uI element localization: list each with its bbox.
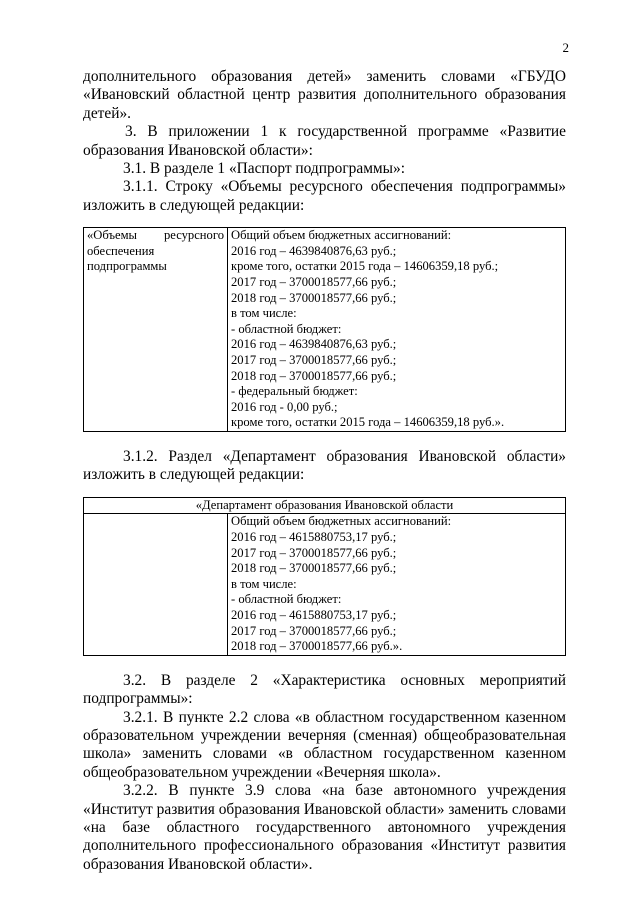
table2-value-line: 2018 год – 3700018577,66 руб.; <box>231 561 397 576</box>
table1-value-line: 2017 год – 3700018577,66 руб.; <box>231 275 397 290</box>
paragraph-item-3-1-2: 3.1.2. Раздел «Департамент образования Ивановской области» изложить в следующей редакции: <box>83 447 566 484</box>
table2-value-line: 2018 год – 3700018577,66 руб.». <box>231 639 403 654</box>
paragraph-item-3-1: 3.1. В разделе 1 «Паспорт подпрограммы»: <box>123 160 405 178</box>
resource-table-2 <box>83 497 566 656</box>
table1-value-line: - областной бюджет: <box>231 321 342 336</box>
table2-value-line: 2016 год – 4615880753,17 руб.; <box>231 529 397 544</box>
paragraph-continuation: дополнительного образования детей» заменить словами «ГБУДО «Ивановский областной центр развития дополнительного образования детей». <box>83 68 566 122</box>
table1-value-line: 2018 год – 3700018577,66 руб.; <box>231 368 397 383</box>
table1-label-line: обеспечения <box>87 243 155 258</box>
table2-value-line: - областной бюджет: <box>231 592 342 607</box>
table2-value-line: 2017 год – 3700018577,66 руб.; <box>231 545 397 560</box>
table-row <box>84 497 566 514</box>
table1-value-line: 2018 год – 3700018577,66 руб.; <box>231 290 397 305</box>
table2-value-line: 2017 год – 3700018577,66 руб.; <box>231 623 397 638</box>
resource-table-1 <box>83 227 566 432</box>
table1-value-line: - федеральный бюджет: <box>231 384 358 399</box>
table1-value-line: кроме того, остатки 2015 года – 14606359,18 руб.». <box>231 415 505 430</box>
table1-value-line: Общий объем бюджетных ассигнований: <box>231 228 452 243</box>
paragraph-item-3: 3. В приложении 1 к государственной программе «Развитие образования Ивановской области»: <box>83 123 566 159</box>
table-row <box>84 228 566 432</box>
table1-value-cell <box>228 228 566 432</box>
table1-label-line: подпрограммы <box>87 259 167 274</box>
table1-label-line: «Объемы ресурсного <box>87 228 224 243</box>
page-number: 2 <box>562 40 569 55</box>
table-row <box>84 514 566 655</box>
table1-label-cell <box>84 228 228 432</box>
paragraph-item-3-2-1: 3.2.1. В пункте 2.2 слова «в областном государственном казенном образовательном учреждении вечерняя (сменная) общеобразовательная школа» заменить словами «в областном государственном казенном общеобразовательном учреждении «Вечерняя школа». <box>83 708 566 781</box>
table1-value-line: 2016 год - 0,00 руб.; <box>231 399 338 414</box>
table2-empty-cell <box>84 514 228 655</box>
table2-value-cell <box>228 514 566 655</box>
document-body <box>83 68 566 874</box>
paragraph-item-3-1-1: 3.1.1. Строку «Объемы ресурсного обеспечения подпрограммы» изложить в следующей редакции: <box>83 178 566 214</box>
paragraph-item-3-2-2: 3.2.2. В пункте 3.9 слова «на базе автономного учреждения «Институт развития образования Ивановской области» заменить словами «на базе областного государственного автономного учреждения дополнительного профессионального образования «Институт развития образования Ивановской области». <box>83 782 566 873</box>
table1-value-line: в том числе: <box>231 306 297 321</box>
table2-value-line: 2016 год – 4615880753,17 руб.; <box>231 607 397 622</box>
table1-value-line: 2016 год – 4639840876,63 руб.; <box>231 243 397 258</box>
table1-value-line: кроме того, остатки 2015 года – 14606359,18 руб.; <box>231 259 499 274</box>
table1-value-line: 2017 год – 3700018577,66 руб.; <box>231 353 397 367</box>
table1-value-line: 2016 год – 4639840876,63 руб.; <box>231 337 397 352</box>
table2-value-line: в том числе: <box>231 576 297 591</box>
table2-header-cell: «Департамент образования Ивановской области <box>84 497 566 514</box>
table2-value-line: Общий объем бюджетных ассигнований: <box>231 514 452 529</box>
paragraph-item-3-2: 3.2. В разделе 2 «Характеристика основных мероприятий подпрограммы»: <box>83 671 566 708</box>
